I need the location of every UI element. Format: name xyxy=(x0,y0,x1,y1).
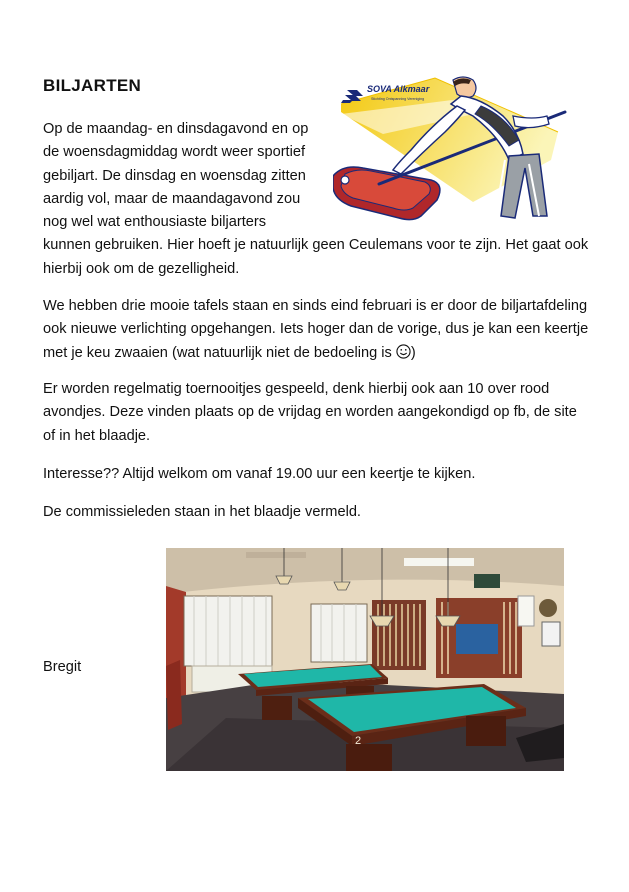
article-title: BILJARTEN xyxy=(43,76,142,95)
billiard-room-photo xyxy=(166,548,564,771)
sova-billiard-logo xyxy=(333,76,571,222)
logo-brand-text: SOVA Alkmaar xyxy=(367,84,430,94)
tournament-paragraph: Er worden regelmatig toernooitjes gespeeld, denk hierbij ook aan 10 over rood avondjes. Deze vinden plaats op de vrijdag en worden aangekondigd op fb, de site of in het blaadje. xyxy=(43,381,577,444)
intro-paragraph-text: Op de maandag- en dinsdagavond en op de woensdagmiddag wordt weer sportief gebiljart. De dinsdag en woensdag zitten aardig vol, maar de maandagavond zou nog wel wat enthousiaste biljarters kunnen gebruiken. Hier hoeft je natuurlijk geen Ceulemans voor te zijn. Het gaat ook hierbij ook om de gezelligheid. xyxy=(43,121,589,277)
lighting-paragraph-close: ) xyxy=(410,344,416,361)
interest-paragraph: Interesse?? Altijd welkom om vanaf 19.00 uur een keertje te kijken. xyxy=(43,466,476,482)
lighting-paragraph-text: We hebben drie mooie tafels staan en sinds eind februari is er door de biljartafdeling ook nieuwe verlichting opgehangen. Iets hoger dan de vorige, dus je kan een keertje met je keu zwaaien (wat natuurlijk niet de bedoeling is xyxy=(43,298,589,361)
photo-table-number: 2 xyxy=(355,735,362,747)
signature: Bregit xyxy=(43,659,82,675)
lighting-paragraph xyxy=(43,295,589,365)
committee-paragraph: De commissieleden staan in het blaadje vermeld. xyxy=(43,504,361,520)
smiley-icon xyxy=(396,344,411,359)
logo-tagline-text: Stichting Ontspanning Vereniging xyxy=(371,97,425,101)
